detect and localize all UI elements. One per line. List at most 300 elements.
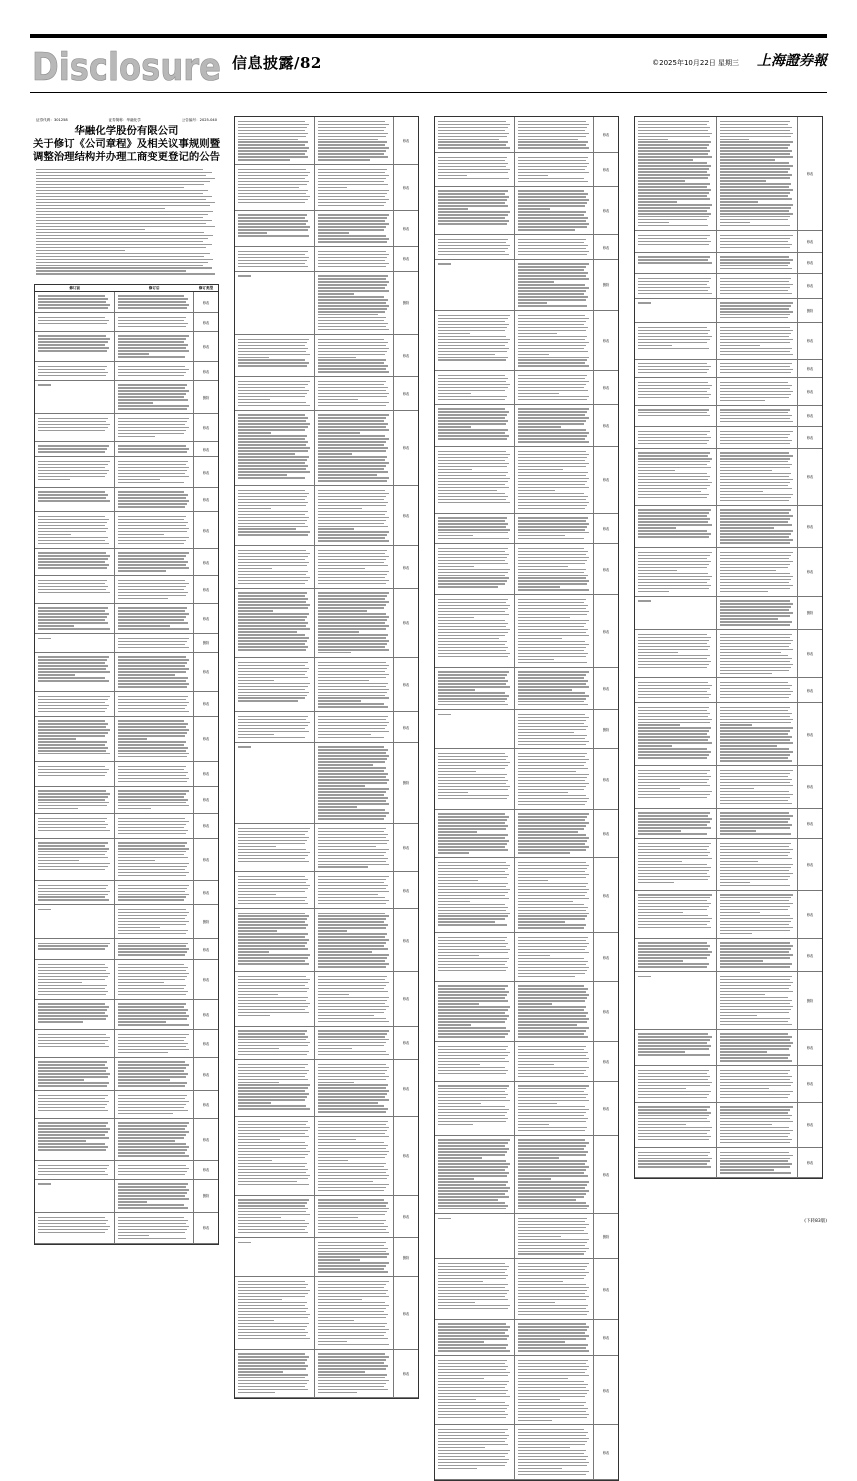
fine-print-line [438, 163, 508, 164]
fine-print-line [638, 162, 707, 163]
fine-print-line [518, 469, 564, 470]
fine-print-line [438, 816, 509, 817]
fine-print-line [118, 1003, 187, 1004]
fine-print-line [38, 1098, 105, 1099]
cell-after [115, 905, 195, 937]
cell-before [435, 371, 515, 403]
fine-print-line [638, 509, 711, 510]
fine-print-line [238, 534, 308, 535]
fine-print-line [36, 184, 204, 185]
fine-print-line [438, 560, 505, 561]
fine-print-line [518, 877, 587, 878]
fine-print-line [638, 855, 708, 856]
fine-print-line [638, 867, 711, 868]
fine-print-line [318, 619, 388, 620]
fine-print-line [638, 667, 707, 668]
fine-print-line [238, 697, 305, 698]
fine-print-line [238, 963, 309, 964]
fine-print-line [318, 133, 388, 134]
fine-print-line [318, 387, 388, 388]
issue-date: ©2025年10月22日 星期三 [652, 59, 739, 67]
fine-print-line [438, 330, 505, 331]
fine-print-line [118, 866, 188, 867]
fine-print-line [318, 966, 387, 967]
fine-print-line [38, 1110, 108, 1111]
fine-print-line [518, 457, 588, 458]
cell-before [235, 377, 315, 409]
fine-print-line [720, 900, 789, 901]
fine-print-line [518, 242, 585, 243]
fine-print-line [238, 1211, 306, 1212]
fine-print-line [720, 1045, 792, 1046]
cell-before [35, 814, 115, 838]
fine-print-line [638, 1039, 710, 1040]
fine-print-line [720, 691, 794, 692]
cell-after [515, 260, 595, 310]
fine-print-line [720, 1109, 791, 1110]
fine-print-line [38, 732, 108, 733]
fine-print-line [118, 399, 188, 400]
fine-print-line [638, 942, 707, 943]
fine-print-line [238, 502, 308, 503]
fine-print-line [720, 268, 792, 269]
fine-print-line [38, 1012, 105, 1013]
cell-before [635, 378, 717, 404]
fine-print-line [438, 813, 505, 814]
fine-print-line [318, 646, 385, 647]
fine-print-line [318, 550, 388, 551]
fine-print-line [518, 738, 585, 739]
fine-print-line [38, 860, 79, 861]
cell-type: 修改 [402, 565, 410, 570]
fine-print-line [438, 1139, 510, 1140]
fine-print-line [720, 739, 790, 740]
fine-print-line [318, 764, 374, 765]
fine-print-line [518, 1399, 560, 1400]
fine-print-line [238, 254, 305, 255]
fine-print-line [38, 1079, 84, 1080]
fine-print-line [38, 1149, 106, 1150]
fine-print-line [638, 722, 710, 723]
fine-print-line [638, 470, 675, 471]
fine-print-line [118, 408, 188, 409]
fine-print-line [118, 616, 187, 617]
cell-before [235, 486, 315, 545]
fine-print-line [720, 664, 794, 665]
fine-print-line [720, 198, 792, 199]
fine-print-line [438, 789, 508, 790]
fine-print-line [438, 1190, 508, 1191]
fine-print-line [720, 876, 791, 877]
fine-print-line [518, 351, 588, 352]
fine-print-line [238, 951, 269, 952]
cell-before [635, 323, 717, 358]
fine-print-line [720, 821, 789, 822]
fine-print-line [238, 523, 305, 524]
fine-print-line [720, 494, 794, 495]
fine-print-line [518, 1100, 590, 1101]
fine-print-line [518, 205, 585, 206]
fine-print-line [438, 438, 507, 439]
fine-print-line [638, 385, 712, 386]
fine-print-line [238, 462, 305, 463]
fine-print-line [518, 157, 588, 158]
table-row [35, 1119, 218, 1161]
table-row [635, 630, 822, 678]
fine-print-line [638, 924, 707, 925]
fine-print-line [118, 1034, 189, 1035]
fine-print-line [318, 897, 385, 898]
fine-print-line [438, 1372, 510, 1373]
fine-print-line [118, 558, 185, 559]
fine-print-line [36, 199, 206, 200]
fine-print-line [36, 241, 203, 242]
fine-print-line [518, 127, 588, 128]
fine-print-line [720, 515, 793, 516]
cell-type: 修改 [202, 345, 210, 350]
cell-after [315, 824, 395, 871]
fine-print-line [38, 1085, 107, 1086]
fine-print-line [638, 494, 709, 495]
cell-before [435, 1425, 515, 1478]
fine-print-line [638, 733, 707, 734]
fine-print-line [38, 586, 108, 587]
cell-after [315, 486, 395, 545]
fine-print-line [518, 698, 587, 699]
fine-print-line [438, 1003, 479, 1004]
fine-print-line [318, 1009, 387, 1010]
fine-print-line [38, 885, 108, 886]
fine-print-line [518, 339, 585, 340]
fine-print-line [438, 1000, 508, 1001]
fine-print-line [518, 726, 588, 727]
fine-print-line [518, 898, 589, 899]
fine-print-line [720, 409, 791, 410]
fine-print-line [720, 1039, 790, 1040]
fine-print-line [318, 695, 385, 696]
fine-print-line [438, 566, 474, 567]
fine-print-line [118, 1204, 185, 1205]
fine-print-line [518, 768, 588, 769]
fine-print-line [720, 713, 792, 714]
fine-print-line [318, 1335, 385, 1336]
fine-print-line [318, 417, 387, 418]
fine-print-line [38, 1082, 109, 1083]
fine-print-line [518, 1326, 590, 1327]
fine-print-line [638, 195, 707, 196]
fine-print-line [36, 196, 212, 197]
fine-print-line [438, 1199, 498, 1200]
fine-print-line [318, 1296, 390, 1297]
fine-print-line [118, 307, 188, 308]
cell-type: 删除 [402, 1255, 410, 1260]
fine-print-line [638, 730, 709, 731]
fine-print-line [318, 1036, 385, 1037]
fine-print-line [118, 301, 186, 302]
fine-print-line [318, 1371, 365, 1372]
fine-print-line [720, 658, 792, 659]
fine-print-line [438, 840, 509, 841]
fine-print-line [638, 281, 709, 282]
fine-print-line [318, 1045, 385, 1046]
cell-type: 修改 [602, 567, 610, 572]
cell-after [315, 247, 395, 271]
fine-print-line [318, 1042, 387, 1043]
fine-print-line [118, 671, 187, 672]
table-row [635, 891, 822, 939]
fine-print-line [720, 906, 791, 907]
fine-print-line [638, 776, 711, 777]
fine-print-line [638, 1112, 711, 1113]
fine-print-line [36, 229, 145, 230]
fine-print-line [438, 469, 472, 470]
fine-print-line [238, 348, 308, 349]
fine-print-line [518, 1145, 587, 1146]
fine-print-line [518, 554, 586, 555]
fine-print-line [518, 1396, 585, 1397]
cell-type: 修改 [806, 688, 814, 693]
fine-print-line [518, 1369, 588, 1370]
fine-print-line [518, 756, 585, 757]
fine-print-line [518, 1000, 585, 1001]
fine-print-line [720, 924, 789, 925]
column-3 [430, 114, 623, 1455]
fine-print-line [118, 647, 189, 648]
fine-print-line [318, 1130, 388, 1131]
cell-before [35, 512, 115, 547]
fine-print-line [318, 722, 390, 723]
fine-print-line [518, 843, 585, 844]
fine-print-line [638, 748, 707, 749]
fine-print-line [720, 1057, 789, 1058]
table-row [35, 381, 218, 414]
fine-print-line [118, 347, 186, 348]
fine-print-line [318, 662, 386, 663]
fine-print-line [438, 1305, 510, 1306]
cell-type: 修改 [602, 831, 610, 836]
fine-print-line [720, 640, 794, 641]
cell-type: 修改 [202, 320, 210, 325]
cell-type: 修改 [602, 1059, 610, 1064]
fine-print-line [318, 251, 386, 252]
fine-print-line [518, 819, 585, 820]
cell-type: 修改 [806, 366, 814, 371]
cell-before [635, 1066, 717, 1101]
fine-print-line [38, 735, 105, 736]
fine-print-line [438, 1263, 505, 1264]
fine-print-line [438, 1103, 481, 1104]
cell-after [315, 972, 395, 1025]
fine-print-line [518, 454, 590, 455]
fine-print-line [438, 638, 499, 639]
fine-print-line [720, 882, 751, 883]
fine-print-line [720, 127, 792, 128]
fine-print-line [638, 1163, 707, 1164]
cell-before [35, 960, 115, 998]
fine-print-line [518, 741, 589, 742]
fine-print-line [318, 1290, 388, 1291]
fine-print-line [518, 650, 585, 651]
fine-print-line [318, 628, 387, 629]
fine-print-line [318, 598, 385, 599]
fine-print-line [518, 342, 589, 343]
fine-print-line [118, 1012, 186, 1013]
fine-print-line [118, 668, 189, 669]
fine-print-line [238, 1386, 305, 1387]
fine-print-line [118, 915, 188, 916]
fine-print-line [238, 130, 305, 131]
fine-print-line [118, 1226, 190, 1227]
fine-print-line [438, 1432, 505, 1433]
fine-print-line [318, 1108, 388, 1109]
fine-print-line [518, 1335, 589, 1336]
fine-print-line [720, 785, 794, 786]
fine-print-line [318, 354, 385, 355]
cell-type: 删除 [602, 283, 610, 288]
fine-print-line [720, 716, 790, 717]
fine-print-line [720, 238, 791, 239]
cell-after [115, 1180, 195, 1212]
fine-print-line [638, 797, 707, 798]
table-row [635, 678, 822, 703]
fine-print-line [518, 840, 588, 841]
fine-print-line [318, 144, 385, 145]
fine-print-line [720, 812, 789, 813]
fine-print-line [518, 463, 589, 464]
fine-print-line [518, 302, 547, 303]
fine-print-line [518, 961, 588, 962]
cell-type: 修改 [602, 955, 610, 960]
fine-print-line [518, 804, 585, 805]
fine-print-line [238, 345, 305, 346]
fine-print-line [118, 1079, 171, 1080]
cell-before [35, 717, 115, 761]
fine-print-line [118, 1189, 190, 1190]
fine-print-line [118, 1232, 185, 1233]
fine-print-line [720, 1024, 792, 1025]
fine-print-line [720, 870, 789, 871]
fine-print-line [720, 1112, 789, 1113]
fine-print-line [238, 991, 307, 992]
fine-print-line [318, 803, 390, 804]
fine-print-line [438, 843, 507, 844]
fine-print-line [638, 1054, 710, 1055]
fine-print-line [38, 522, 107, 523]
fine-print-line [238, 193, 306, 194]
fine-print-line [518, 1236, 562, 1237]
fine-print-line [318, 1070, 388, 1071]
fine-print-line [38, 540, 105, 541]
fine-print-line [118, 656, 186, 657]
fine-print-line [118, 1223, 186, 1224]
fine-print-line [720, 1048, 789, 1049]
cell-type: 修改 [402, 725, 410, 730]
fine-print-line [238, 994, 278, 995]
fine-print-line [638, 136, 710, 137]
fine-print-line [518, 1311, 590, 1312]
fine-print-line [438, 175, 467, 176]
fine-print-line [118, 924, 187, 925]
fine-print-line [638, 637, 711, 638]
fine-print-line [518, 692, 585, 693]
fine-print-line [238, 915, 309, 916]
table-header [35, 285, 218, 292]
fine-print-line [238, 435, 307, 436]
fine-print-line [38, 427, 108, 428]
table-row [235, 211, 418, 247]
fine-print-line [438, 493, 505, 494]
fine-print-line [118, 356, 185, 357]
table-row [235, 589, 418, 658]
fine-print-line [720, 615, 791, 616]
fine-print-line [638, 945, 710, 946]
table-row [35, 717, 218, 762]
fine-print-line [318, 571, 390, 572]
fine-print-line [438, 795, 509, 796]
cell-before [435, 405, 515, 446]
fine-print-line [318, 1178, 388, 1179]
fine-print-line [720, 634, 792, 635]
cell-type: 修改 [202, 1137, 210, 1142]
fine-print-line [318, 683, 388, 684]
cell-before [435, 1259, 515, 1318]
cell-type: 修改 [602, 1388, 610, 1393]
fine-print-line [238, 1105, 306, 1106]
fine-print-line [318, 468, 385, 469]
fine-print-line [38, 497, 106, 498]
fine-print-line [238, 1048, 279, 1049]
table-row [435, 1042, 618, 1081]
fine-print-line [438, 1109, 509, 1110]
fine-print-line [238, 405, 310, 406]
fine-print-line [38, 985, 107, 986]
fine-print-line [238, 474, 287, 475]
fine-print-line [318, 311, 385, 312]
fine-print-line [518, 475, 586, 476]
fine-print-line [720, 293, 792, 294]
fine-print-line [720, 302, 794, 303]
fine-print-line [238, 1070, 309, 1071]
fine-print-line [238, 1000, 306, 1001]
fine-print-line [720, 1036, 792, 1037]
fine-print-line [438, 1175, 507, 1176]
fine-print-line [36, 208, 165, 209]
fine-print-line [638, 846, 709, 847]
cell-type: 修改 [806, 389, 814, 394]
table-row [635, 548, 822, 596]
table-row [235, 743, 418, 824]
fine-print-line [318, 1030, 390, 1031]
fine-print-line [720, 567, 789, 568]
fine-print-line [720, 909, 789, 910]
fine-print-line [238, 849, 306, 850]
fine-print-line [318, 879, 387, 880]
fine-print-line [638, 180, 685, 181]
fine-print-line [438, 689, 475, 690]
fine-print-line [518, 1239, 590, 1240]
fine-print-line [438, 849, 508, 850]
cell-after [115, 292, 195, 313]
fine-print-line [38, 625, 74, 626]
fine-print-line [638, 909, 707, 910]
fine-print-line [318, 1245, 385, 1246]
fine-print-line [438, 777, 505, 778]
fine-print-line [318, 351, 388, 352]
fine-print-line [438, 701, 505, 702]
cell-before [35, 1000, 115, 1029]
fine-print-line [518, 732, 575, 733]
cell-before [35, 787, 115, 813]
